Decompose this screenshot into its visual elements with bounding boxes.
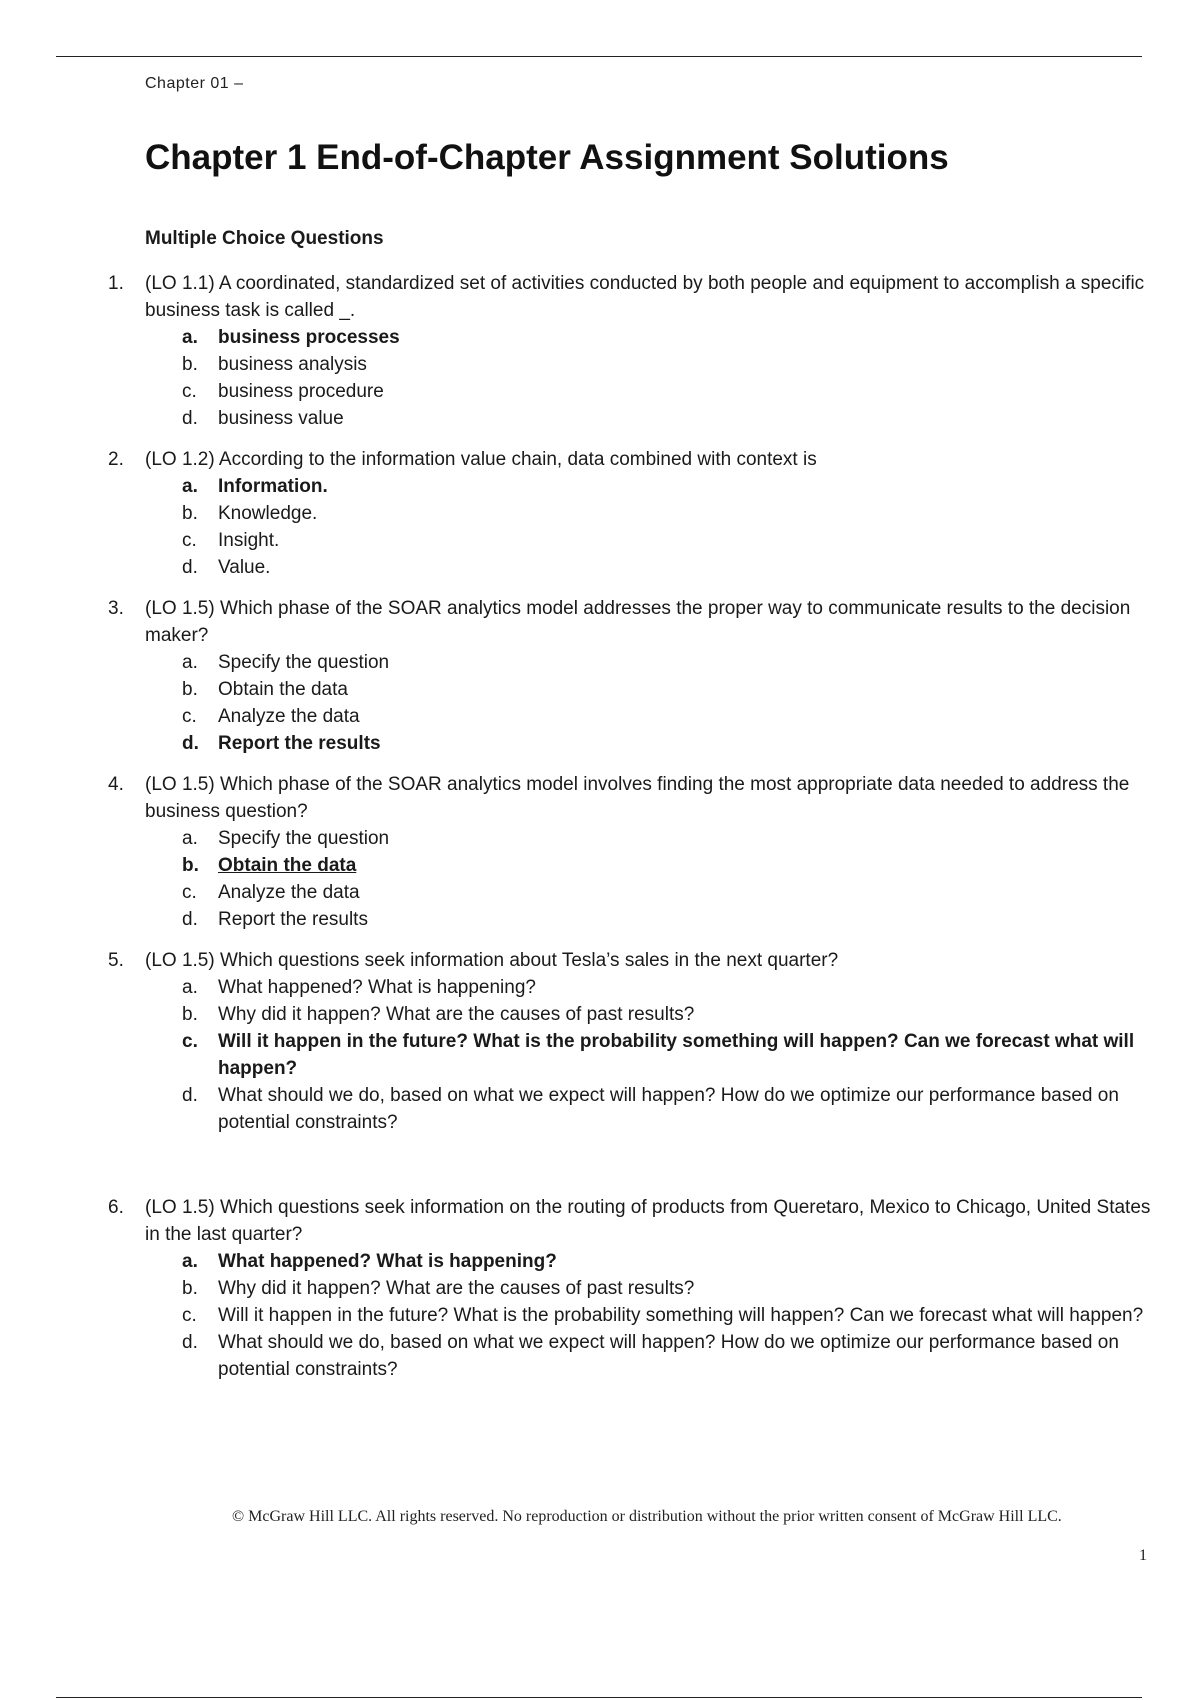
option-text: Value. <box>218 557 271 578</box>
option-letter: b. <box>182 354 198 375</box>
question-text: (LO 1.5) Which questions seek information on the routing of products from Queretaro, Mexico to Chicago, United States in the last quarter? <box>145 1197 1151 1245</box>
option-d <box>182 906 1158 933</box>
copyright-notice: © McGraw Hill LLC. All rights reserved. No reproduction or distribution without the prior written consent of McGraw Hill LLC. <box>232 1508 1062 1525</box>
option-d <box>182 1329 1158 1383</box>
option-list <box>0 974 1200 1136</box>
option-letter: d. <box>182 733 199 754</box>
option-b <box>182 676 1158 703</box>
option-c <box>182 1302 1158 1329</box>
option-text: business processes <box>218 327 400 348</box>
option-list <box>0 1248 1200 1383</box>
option-b <box>182 1001 1158 1028</box>
option-text: Obtain the data <box>218 855 357 876</box>
option-text: Why did it happen? What are the causes of past results? <box>218 1004 695 1025</box>
question-2 <box>0 446 1200 581</box>
option-text: Will it happen in the future? What is the probability something will happen? Can we forecast what will happen? <box>218 1031 1135 1079</box>
option-b <box>182 1275 1158 1302</box>
option-a-correct <box>182 324 1158 351</box>
option-c <box>182 879 1158 906</box>
option-letter: d. <box>182 1332 198 1353</box>
option-text: Analyze the data <box>218 706 360 727</box>
option-text: Report the results <box>218 733 381 754</box>
option-letter: a. <box>182 476 198 497</box>
option-b-correct <box>182 852 1158 879</box>
option-d-correct <box>182 730 1158 757</box>
option-list <box>0 825 1200 933</box>
option-c <box>182 703 1158 730</box>
question-4 <box>0 771 1200 933</box>
option-a <box>182 649 1158 676</box>
option-text: business value <box>218 408 344 429</box>
option-text: Will it happen in the future? What is the probability something will happen? Can we forecast what will happen? <box>218 1305 1144 1326</box>
option-letter: b. <box>182 679 198 700</box>
option-text: Why did it happen? What are the causes of past results? <box>218 1278 695 1299</box>
question-text: (LO 1.5) Which questions seek information about Tesla’s sales in the next quarter? <box>145 950 839 971</box>
question-text: (LO 1.2) According to the information value chain, data combined with context is <box>145 449 817 470</box>
question-6 <box>0 1194 1200 1383</box>
option-letter: c. <box>182 381 197 402</box>
question-number: 1. <box>108 273 124 294</box>
option-b <box>182 500 1158 527</box>
option-text: Insight. <box>218 530 280 551</box>
option-letter: a. <box>182 327 198 348</box>
option-letter: a. <box>182 652 198 673</box>
question-text: (LO 1.1) A coordinated, standardized set of activities conducted by both people and equipment to accomplish a specific business task is called _. <box>145 273 1145 321</box>
option-letter: c. <box>182 882 197 903</box>
option-text: Obtain the data <box>218 679 348 700</box>
question-1 <box>0 270 1200 432</box>
top-rule <box>56 56 1142 57</box>
question-number: 2. <box>108 449 124 470</box>
option-text: Knowledge. <box>218 503 318 524</box>
option-list <box>0 473 1200 581</box>
chapter-header: Chapter 01 – <box>145 75 244 92</box>
option-list <box>0 324 1200 432</box>
option-c <box>182 378 1158 405</box>
option-c <box>182 527 1158 554</box>
question-5 <box>0 947 1200 1136</box>
option-text: Report the results <box>218 909 368 930</box>
option-letter: b. <box>182 855 199 876</box>
question-number: 4. <box>108 774 124 795</box>
section-title: Multiple Choice Questions <box>145 228 384 249</box>
option-letter: d. <box>182 408 198 429</box>
option-letter: c. <box>182 706 197 727</box>
option-text: Information. <box>218 476 328 497</box>
question-text: (LO 1.5) Which phase of the SOAR analytics model addresses the proper way to communicate results to the decision maker? <box>145 598 1131 646</box>
option-a-correct <box>182 473 1158 500</box>
option-letter: a. <box>182 1251 198 1272</box>
option-d <box>182 405 1158 432</box>
option-letter: d. <box>182 1085 198 1106</box>
question-list <box>0 270 1200 1383</box>
option-letter: b. <box>182 1004 198 1025</box>
option-letter: a. <box>182 977 198 998</box>
option-d <box>182 1082 1158 1136</box>
option-letter: b. <box>182 503 198 524</box>
question-text: (LO 1.5) Which phase of the SOAR analytics model involves finding the most appropriate data needed to address the business question? <box>145 774 1130 822</box>
option-list <box>0 649 1200 757</box>
question-number: 5. <box>108 950 124 971</box>
option-a <box>182 825 1158 852</box>
option-letter: c. <box>182 1305 197 1326</box>
option-letter: c. <box>182 1031 198 1052</box>
option-d <box>182 554 1158 581</box>
option-text: Analyze the data <box>218 882 360 903</box>
option-text: What should we do, based on what we expect will happen? How do we optimize our performance based on potential constraints? <box>218 1085 1119 1133</box>
question-number: 3. <box>108 598 124 619</box>
option-b <box>182 351 1158 378</box>
option-a <box>182 974 1158 1001</box>
option-letter: c. <box>182 530 197 551</box>
option-letter: b. <box>182 1278 198 1299</box>
option-text: business analysis <box>218 354 367 375</box>
question-3 <box>0 595 1200 757</box>
option-c-correct <box>182 1028 1158 1082</box>
option-text: What should we do, based on what we expect will happen? How do we optimize our performance based on potential constraints? <box>218 1332 1119 1380</box>
option-text: Specify the question <box>218 652 390 673</box>
option-letter: a. <box>182 828 198 849</box>
option-letter: d. <box>182 909 198 930</box>
option-text: business procedure <box>218 381 384 402</box>
page-number: 1 <box>1139 1547 1147 1564</box>
page-title: Chapter 1 End-of-Chapter Assignment Solutions <box>145 138 949 177</box>
option-a-correct <box>182 1248 1158 1275</box>
option-text: Specify the question <box>218 828 390 849</box>
bottom-rule <box>56 1697 1142 1698</box>
option-text: What happened? What is happening? <box>218 1251 557 1272</box>
question-number: 6. <box>108 1197 124 1218</box>
option-letter: d. <box>182 557 198 578</box>
option-text: What happened? What is happening? <box>218 977 536 998</box>
